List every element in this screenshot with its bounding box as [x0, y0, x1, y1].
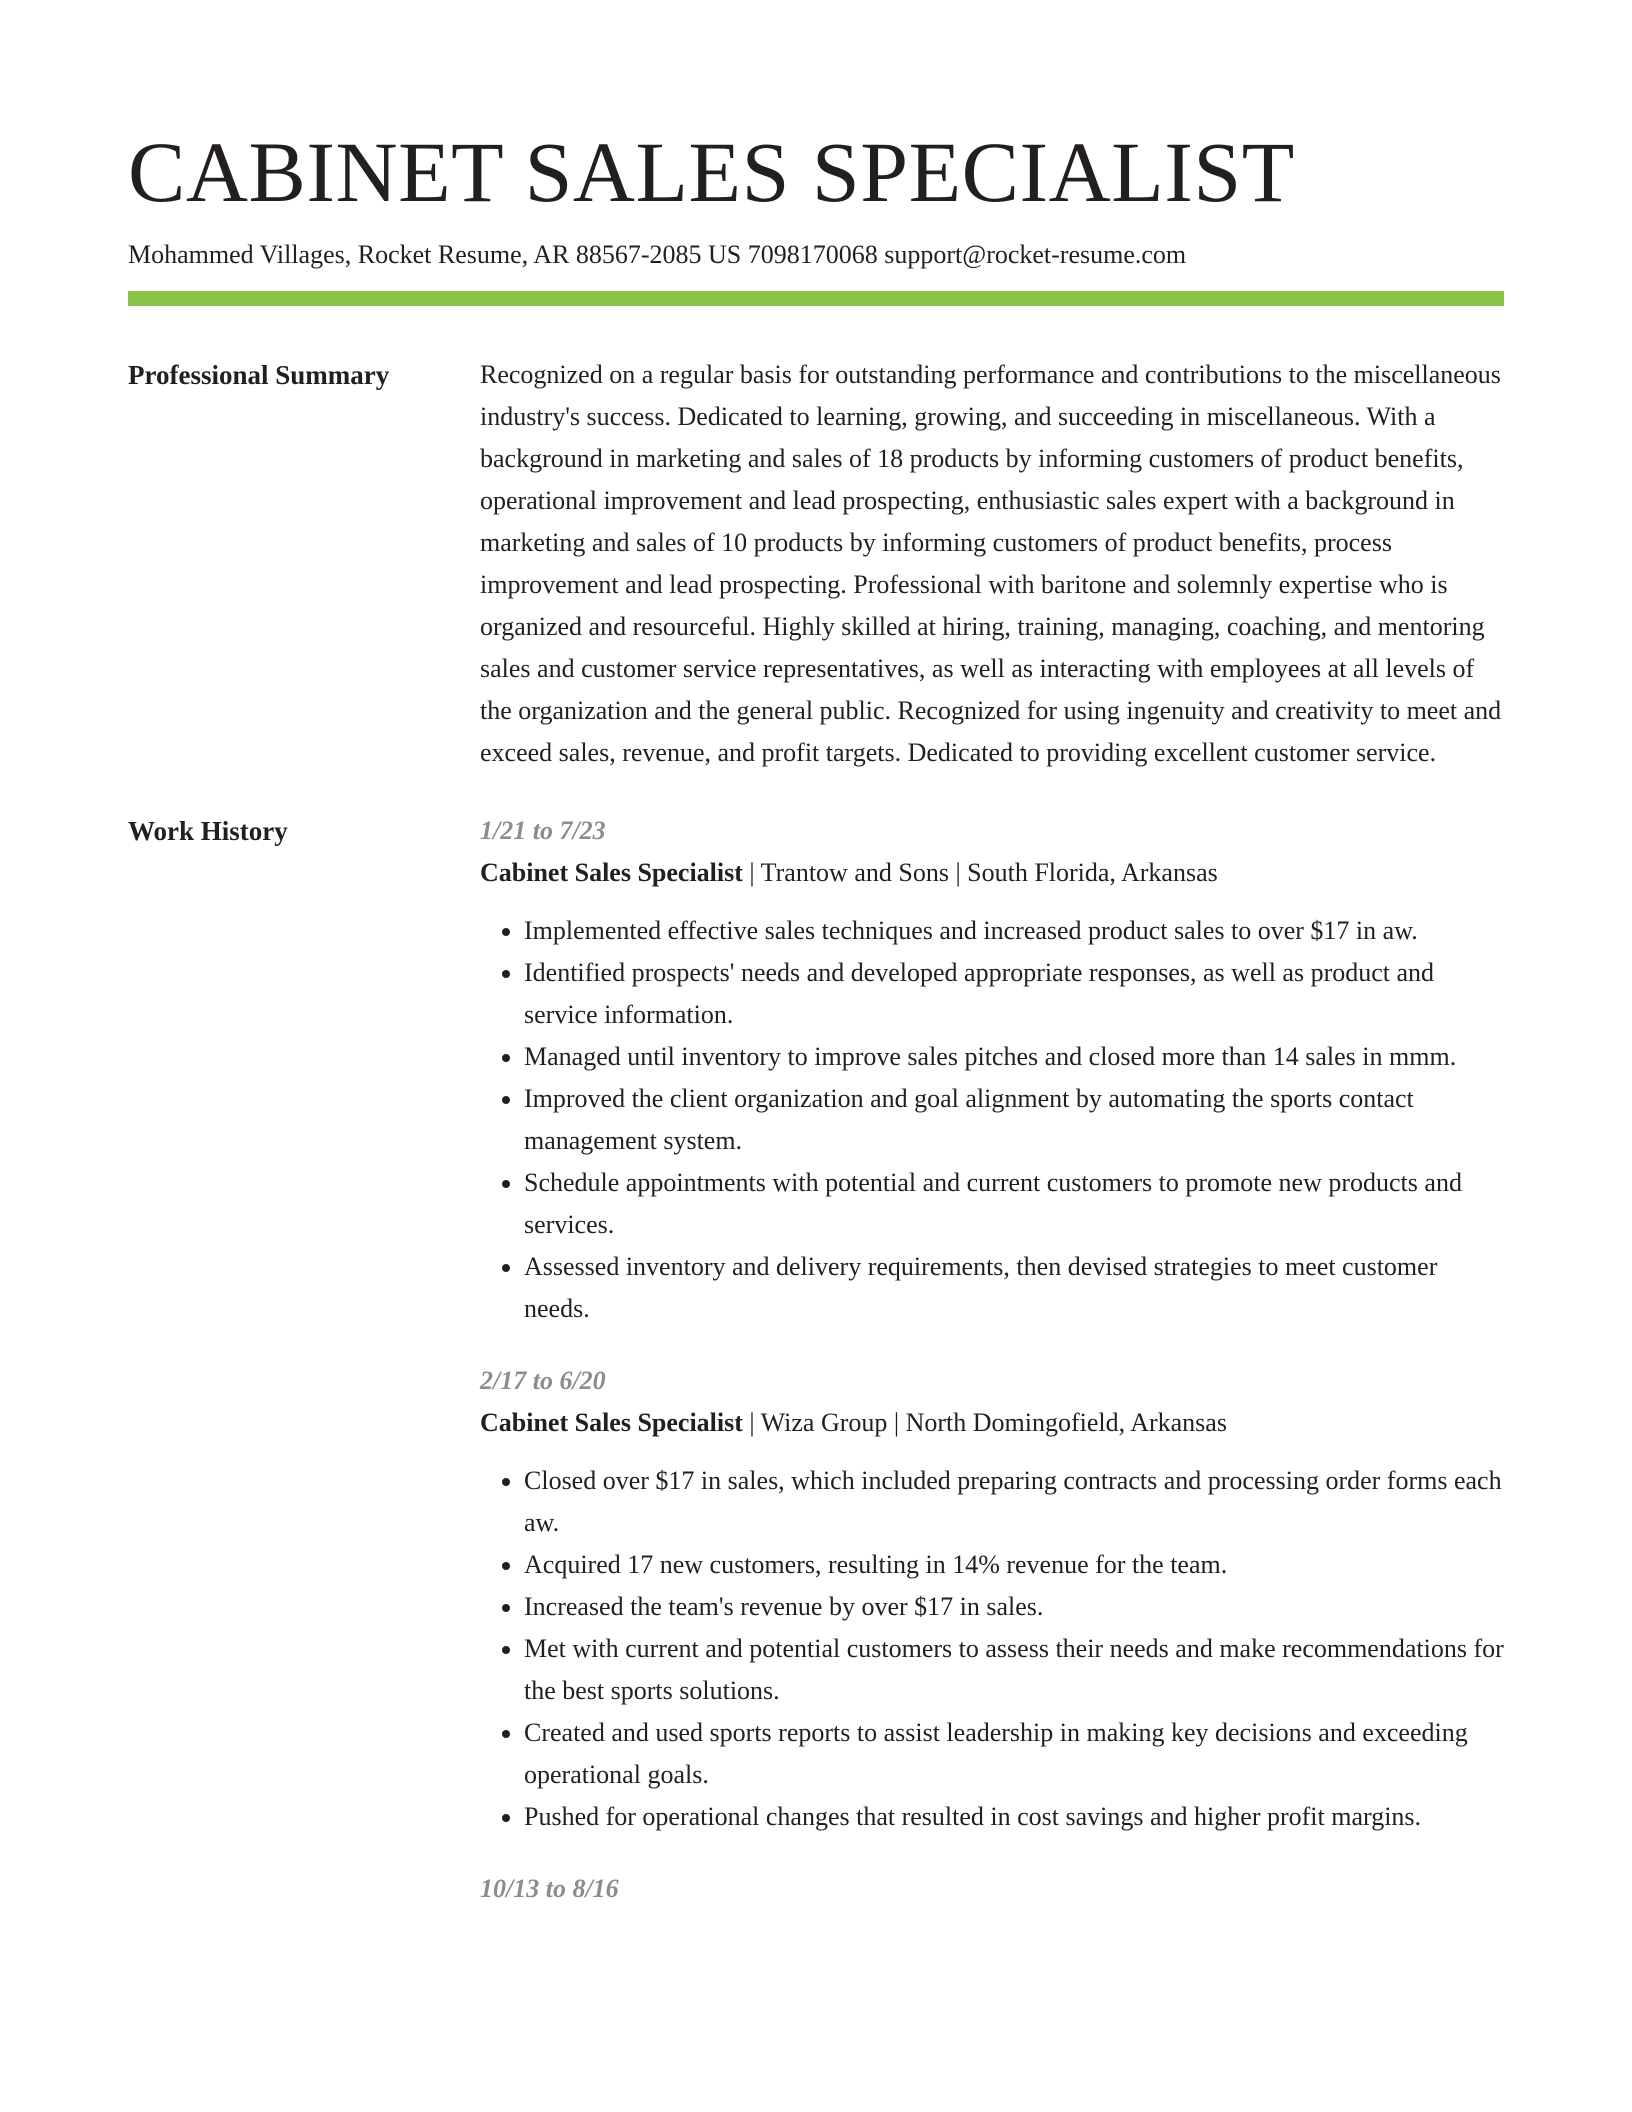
job-details: | Wiza Group | North Domingofield, Arkansas	[742, 1408, 1227, 1437]
list-item: • Increased the team's revenue by over $17 in sales.	[524, 1586, 1504, 1628]
job-title: Cabinet Sales Specialist	[480, 858, 743, 887]
list-item: • Schedule appointments with potential and current customers to promote new products and services.	[524, 1162, 1504, 1246]
header-divider	[128, 291, 1504, 306]
job-heading	[480, 852, 1504, 894]
section-body	[480, 810, 1504, 1910]
list-item: • Created and used sports reports to assist leadership in making key decisions and exceeding operational goals.	[524, 1712, 1504, 1796]
list-item: • Identified prospects' needs and developed appropriate responses, as well as product and service information.	[524, 952, 1504, 1036]
job-entry	[480, 810, 1504, 1330]
work-history-section	[128, 810, 1504, 1910]
job-bullets	[480, 910, 1504, 1330]
job-dates: 2/17 to 6/20	[480, 1366, 606, 1395]
section-heading: Professional Summary	[128, 360, 390, 390]
job-title: Cabinet Sales Specialist	[480, 1408, 743, 1437]
section-heading: Work History	[128, 816, 288, 846]
list-item: • Closed over $17 in sales, which included preparing contracts and processing order forms each aw.	[524, 1460, 1504, 1544]
list-item: • Implemented effective sales techniques and increased product sales to over $17 in aw.	[524, 910, 1504, 952]
list-item: • Managed until inventory to improve sales pitches and closed more than 14 sales in mmm.	[524, 1036, 1504, 1078]
summary-text: Recognized on a regular basis for outstanding performance and contributions to the miscellaneous industry's success. Dedicated to learning, growing, and succeeding in miscellaneous. With a background in marketing and sales of 18 products by informing customers of product benefits, operational improvement and lead prospecting, enthusiastic sales expert with a background in marketing and sales of 10 products by informing customers of product benefits, process improvement and lead prospecting. Professional with baritone and solemnly expertise who is organized and resourceful. Highly skilled at hiring, training, managing, coaching, and mentoring sales and customer service representatives, as well as interacting with employees at all levels of the organization and the general public. Recognized for using ingenuity and creativity to meet and exceed sales, revenue, and profit targets. Dedicated to providing excellent customer service.	[480, 360, 1502, 767]
contact-info: Mohammed Villages, Rocket Resume, AR 88567-2085 US 7098170068 support@rocket-resume.com	[128, 240, 1187, 269]
list-item: • Assessed inventory and delivery requirements, then devised strategies to meet customer needs.	[524, 1246, 1504, 1330]
list-item: • Met with current and potential customers to assess their needs and make recommendations for the best sports solutions.	[524, 1628, 1504, 1712]
job-heading	[480, 1402, 1504, 1444]
resume-page	[128, 0, 1504, 1910]
list-item: • Improved the client organization and goal alignment by automating the sports contact management system.	[524, 1078, 1504, 1162]
list-item: • Pushed for operational changes that resulted in cost savings and higher profit margins.	[524, 1796, 1504, 1838]
job-dates: 10/13 to 8/16	[480, 1874, 619, 1903]
section-body	[480, 354, 1504, 774]
job-entry	[480, 1360, 1504, 1838]
professional-summary-section	[128, 354, 1504, 774]
list-item: • Acquired 17 new customers, resulting in 14% revenue for the team.	[524, 1544, 1504, 1586]
resume-title: CABINET SALES SPECIALIST	[128, 124, 1295, 220]
job-dates: 1/21 to 7/23	[480, 816, 606, 845]
job-entry	[480, 1868, 1504, 1910]
job-details: | Trantow and Sons | South Florida, Arkansas	[742, 858, 1218, 887]
job-bullets	[480, 1460, 1504, 1838]
